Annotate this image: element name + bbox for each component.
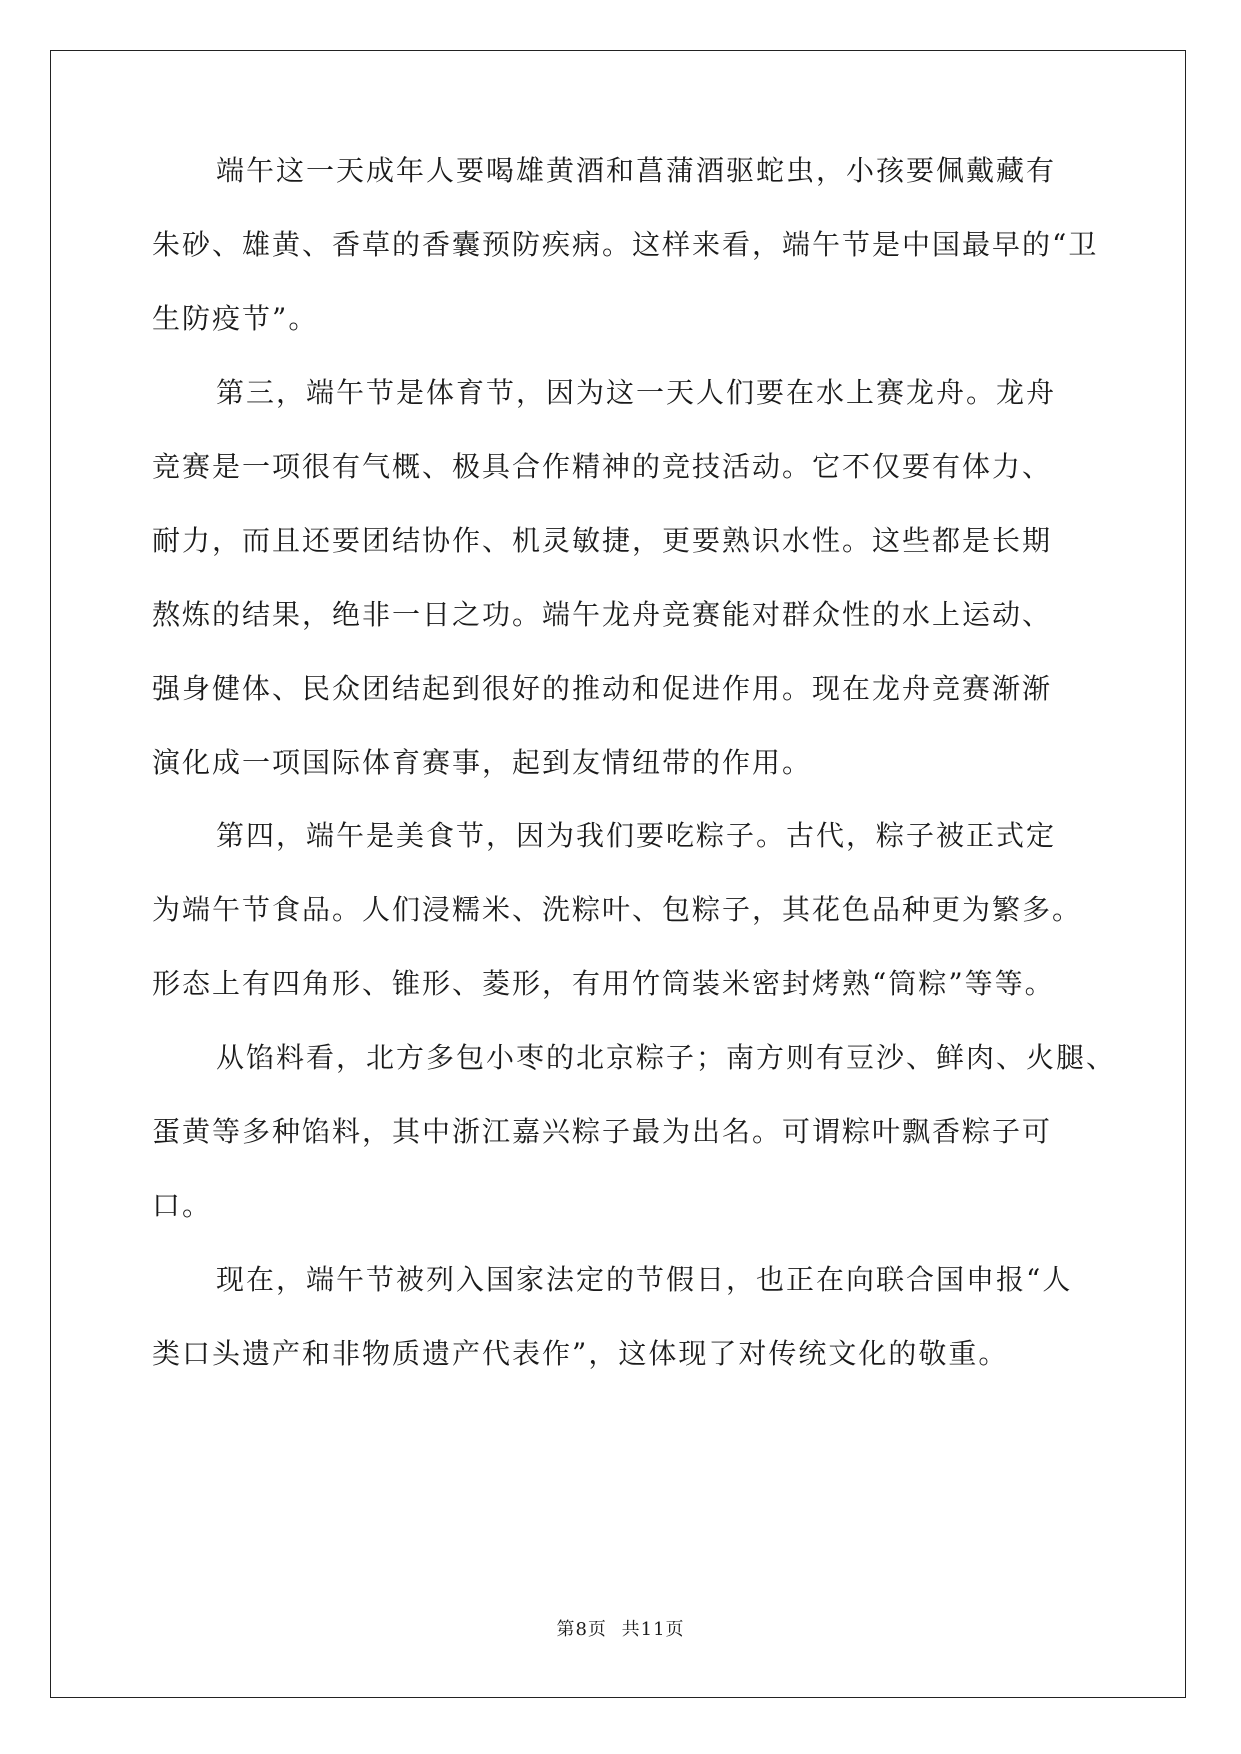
text-line: 耐力，而且还要团结协作、机灵敏捷，更要熟识水性。这些都是长期 [152,524,1053,557]
text-line: 从馅料看，北方多包小枣的北京粽子；南方则有豆沙、鲜肉、火腿、 [216,1041,1117,1074]
page-total: 共11页 [621,1619,685,1640]
text-line: 端午这一天成年人要喝雄黄酒和菖蒲酒驱蛇虫，小孩要佩戴藏有 [216,154,1057,187]
page-number: 第8页 [556,1619,607,1640]
text-line: 生防疫节”。 [152,302,319,335]
text-line: 蛋黄等多种馅料，其中浙江嘉兴粽子最为出名。可谓粽叶飘香粽子可 [152,1115,1053,1148]
text-line: 第三，端午节是体育节，因为这一天人们要在水上赛龙舟。龙舟 [216,376,1057,409]
text-line: 朱砂、雄黄、香草的香囊预防疾病。这样来看，端午节是中国最早的“卫 [152,228,1099,261]
text-line: 演化成一项国际体育赛事，起到友情纽带的作用。 [152,746,813,779]
text-line: 竞赛是一项很有气概、极具合作精神的竞技活动。它不仅要有体力、 [152,450,1053,483]
text-line: 类口头遗产和非物质遗产代表作”，这体现了对传统文化的敬重。 [152,1337,1009,1370]
text-line: 为端午节食品。人们浸糯米、洗粽叶、包粽子，其花色品种更为繁多。 [152,893,1083,926]
page-border [50,50,1186,1698]
text-line: 熬炼的结果，绝非一日之功。端午龙舟竞赛能对群众性的水上运动、 [152,598,1053,631]
text-line: 第四，端午是美食节，因为我们要吃粽子。古代，粽子被正式定 [216,819,1057,852]
text-line: 强身健体、民众团结起到很好的推动和促进作用。现在龙舟竞赛渐渐 [152,672,1053,705]
page-footer [0,1618,1241,1642]
text-line: 形态上有四角形、锥形、菱形，有用竹筒装米密封烤熟“筒粽”等等。 [152,967,1055,1000]
text-line: 口。 [152,1189,213,1222]
text-line: 现在，端午节被列入国家法定的节假日，也正在向联合国申报“人 [216,1263,1073,1296]
